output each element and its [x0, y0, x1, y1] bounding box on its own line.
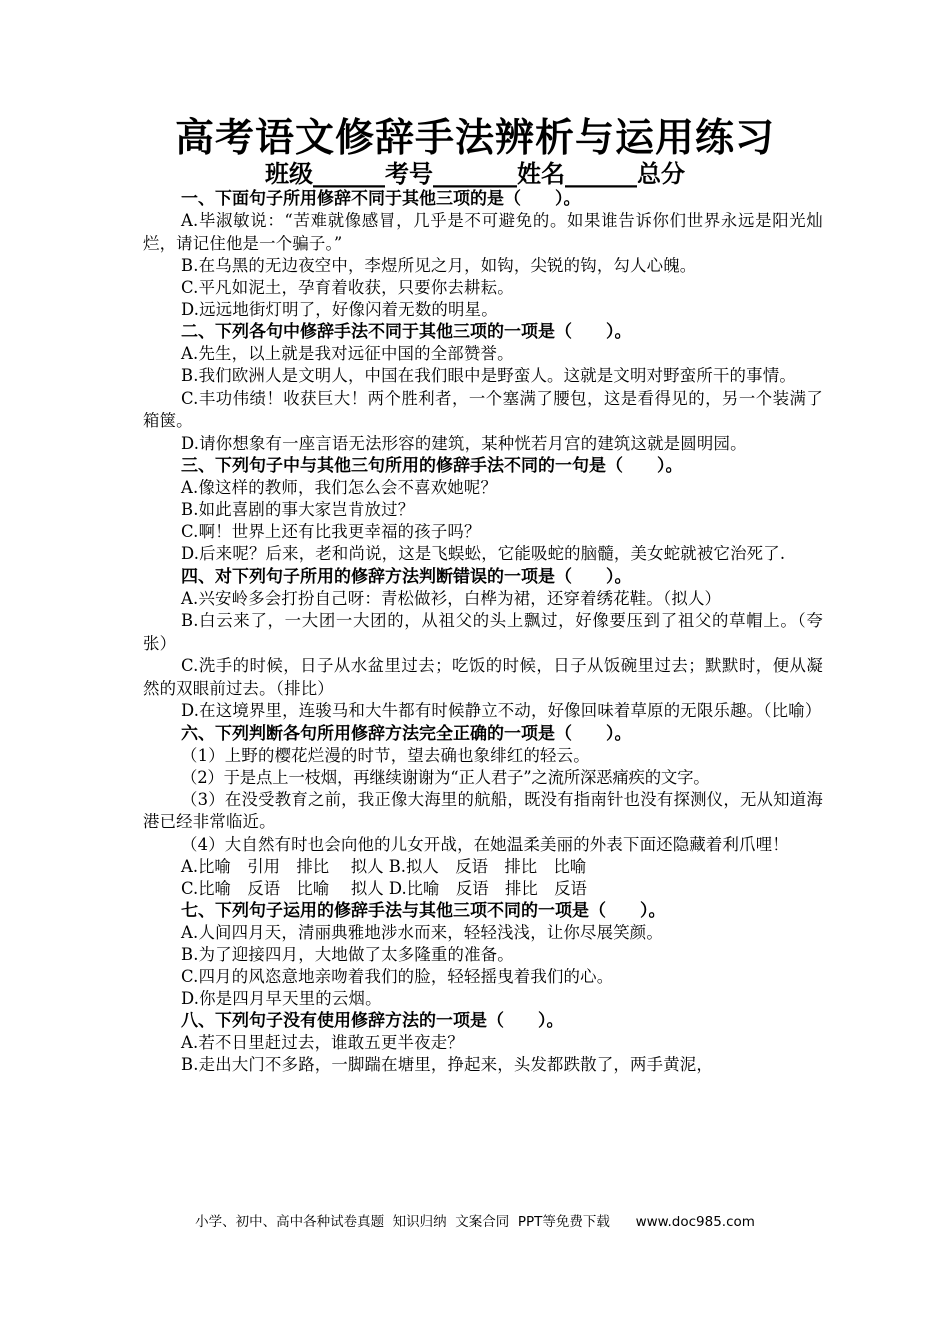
question-stem: 三、下列句子中与其他三句所用的修辞手法不同的一句是（ ）。 — [181, 456, 683, 476]
question-stem: 八、下列句子没有使用修辞方法的一项是（ ）。 — [181, 1011, 564, 1031]
question-option: B.走出大门不多路，一脚踹在塘里，挣起来，头发都跌散了，两手黄泥， — [181, 1055, 713, 1074]
question-sentence: （2）于是点上一枝烟，再继续谢谢为“正人君子”之流所深恶痛疾的文字。 — [181, 767, 710, 787]
question-stem: 六、下列判断各句所用修辞方法完全正确的一项是（ ）。 — [181, 723, 632, 744]
question-option: A.若不日里赶过去，谁敢五更半夜走？ — [181, 1033, 464, 1052]
question-stem: 四、对下列句子所用的修辞方法判断错误的一项是（ ）。 — [181, 566, 632, 587]
page-footer: 小学、初中、高中各种试卷真题 知识归纳 文案合同 PPT等免费下载 www.doc985.com — [195, 1214, 755, 1230]
answer-choice-row: C.比喻 反语 比喻 拟人 D.比喻 反语 排比 反语 — [181, 879, 587, 898]
page-title: 高考语文修辞手法辨析与运用练习 — [174, 116, 775, 161]
question-stem: 一、下面句子所用修辞不同于其他三项的是（ ）。 — [181, 189, 581, 209]
question-option: B.在乌黑的无边夜空中，李煜所见之月，如钩，尖锐的钩，勾人心魄。 — [181, 256, 697, 275]
question-list — [143, 188, 823, 1076]
question-option: A.像这样的教师，我们怎么会不喜欢她呢？ — [181, 478, 498, 497]
question-option: A.人间四月天，清丽典雅地涉水而来，轻轻浅浅，让你尽展笑颜。 — [181, 923, 663, 942]
question-block — [143, 188, 823, 321]
question-option: D.远远地街灯明了，好像闪着无数的明星。 — [181, 300, 498, 319]
question-option: A.兴安岭多会打扮自己呀：青松做衫，白桦为裙，还穿着绣花鞋。（拟人） — [181, 588, 722, 608]
question-option: A.先生，以上就是我对远征中国的全部赞誉。 — [181, 344, 514, 363]
question-option: B.我们欧洲人是文明人，中国在我们眼中是野蛮人。这就是文明对野蛮所干的事情。 — [181, 366, 796, 385]
question-option: C.啊！世界上还有比我更幸福的孩子吗？ — [181, 522, 481, 541]
question-block — [143, 900, 823, 1010]
question-block — [143, 321, 823, 455]
question-option: D.请你想象有一座言语无法形容的建筑，某种恍若月宫的建筑这就是圆明园。 — [181, 433, 747, 453]
question-option: C.平凡如泥土，孕育着收获，只要你去耕耘。 — [181, 278, 514, 297]
question-option: D.后来呢？后来，老和尚说，这是飞蜈蚣，它能吸蛇的脑髓，美女蛇就被它治死了. — [181, 544, 786, 563]
question-stem: 七、下列句子运用的修辞手法与其他三项不同的一项是（ ）。 — [181, 901, 666, 921]
question-option: D.你是四月早天里的云烟。 — [181, 989, 382, 1008]
question-option: B.为了迎接四月，大地做了太多隆重的准备。 — [181, 945, 514, 964]
question-stem: 二、下列各句中修辞手法不同于其他三项的一项是（ ）。 — [181, 322, 632, 342]
student-info-line: 班级______考号_______姓名______总分 — [265, 160, 685, 188]
question-option: C.四月的风恣意地亲吻着我们的脸，轻轻摇曳着我们的心。 — [181, 967, 614, 986]
question-option: C.丰功伟绩！收获巨大！两个胜利者，一个塞满了腰包，这是看得见的，另一个装满了箱箧。 — [143, 388, 823, 430]
question-sentence: （4）大自然有时也会向他的儿女开战，在她温柔美丽的外表下面还隐藏着利爪哩！ — [181, 834, 789, 854]
question-sentence: （3）在没受教育之前，我正像大海里的航船，既没有指南针也没有探测仪，无从知道海港已经非常临近。 — [143, 789, 823, 831]
question-option: B.白云来了，一大团一大团的，从祖父的头上飘过，好像要压到了祖父的草帽上。（夸张） — [143, 611, 823, 653]
answer-choice-row: A.比喻 引用 排比 拟人 B.拟人 反语 排比 比喻 — [181, 857, 587, 876]
question-option: B.如此喜剧的事大家岂肯放过？ — [181, 500, 415, 519]
question-block — [143, 455, 823, 566]
question-block — [143, 566, 823, 723]
question-block — [143, 723, 823, 901]
question-option: C.洗手的时候，日子从水盆里过去；吃饭的时候，日子从饭碗里过去；默默时，便从凝然的双眼前过去。（排比） — [143, 656, 823, 698]
question-block — [143, 1010, 823, 1076]
question-option: D.在这境界里，连骏马和大牛都有时候静立不动，好像回味着草原的无限乐趣。（比喻） — [181, 701, 822, 720]
question-option: A.毕淑敏说：“苦难就像感冒，几乎是不可避免的。如果谁告诉你们世界永远是阳光灿烂，请记住他是一个骗子。” — [143, 211, 823, 253]
question-sentence: （1）上野的樱花烂漫的时节，望去确也象绯红的轻云。 — [181, 745, 590, 765]
